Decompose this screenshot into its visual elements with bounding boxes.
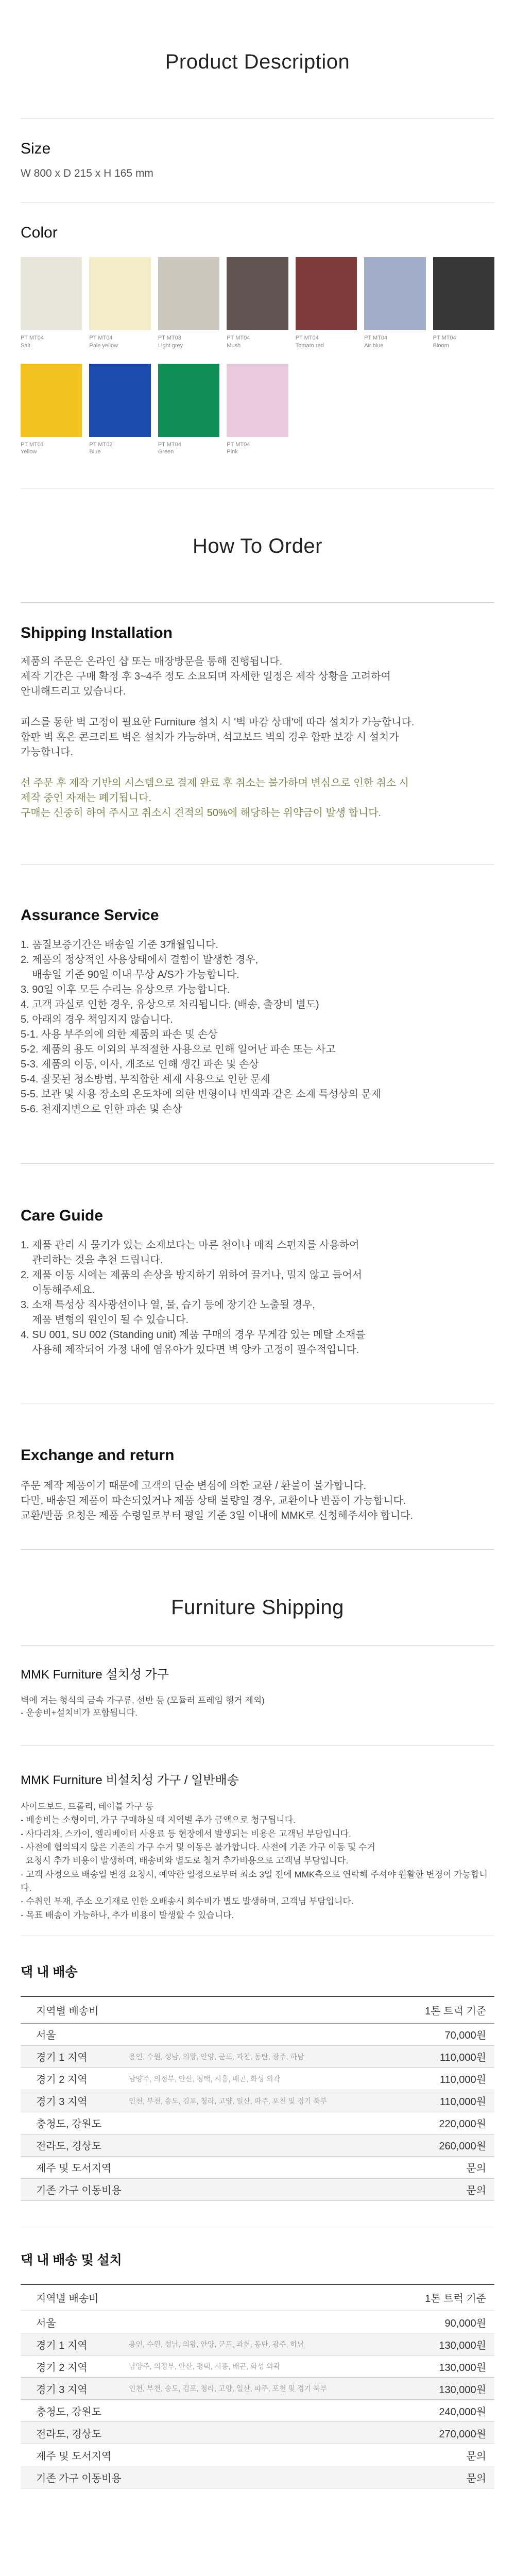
- price-cell: 220,000원: [385, 2112, 494, 2134]
- table-row: [21, 2045, 494, 2067]
- list-item: 3. 소재 특성상 직사광선이나 열, 물, 습기 등에 장기간 노출될 경우,: [21, 1299, 315, 1311]
- color-swatch-chip: [21, 257, 82, 330]
- paragraph-line: 제품의 주문은 온라인 샵 또는 매장방문을 통해 진행됩니다.: [21, 655, 283, 667]
- how-to-order-title: How To Order: [192, 534, 322, 557]
- paragraph-line: 피스를 통한 벽 고정이 필요한 Furniture 설치 시 '벽 마감 상태'에 따라 설치가 가능합니다.: [21, 716, 415, 728]
- domestic-delivery-heading: 댁 내 배송: [21, 1965, 78, 1979]
- delivery-install-heading: 댁 내 배송 및 설치: [21, 2252, 122, 2267]
- furniture-shipping-title: Furniture Shipping: [171, 1596, 344, 1619]
- price-column-header: 1톤 트럭 기준: [385, 2284, 494, 2311]
- region-cell: 경기 3 지역: [21, 2090, 129, 2112]
- color-swatch[interactable]: [227, 364, 288, 456]
- region-detail-cell: [129, 2156, 385, 2178]
- paragraph-line: 안내해드리고 있습니다.: [21, 685, 126, 697]
- region-cell: 경기 3 지역: [21, 2378, 129, 2400]
- table-row: [21, 2444, 494, 2466]
- list-item: 1. 품질보증기간은 배송일 기준 3개월입니다.: [21, 939, 219, 951]
- region-detail-cell: 남양주, 의정부, 안산, 평택, 시흥, 배곤, 화성 외곽: [129, 2067, 385, 2090]
- list-item: 5. 아래의 경우 책임지지 않습니다.: [21, 1013, 173, 1025]
- region-detail-cell: [129, 2400, 385, 2422]
- color-swatch-grid: [21, 257, 494, 455]
- paragraph-line: 다만, 배송된 제품이 파손되었거나 제품 상태 불량일 경우, 교환이나 반품이 가능합니다.: [21, 1495, 406, 1506]
- list-item: 2. 제품 이동 시에는 제품의 손상을 방지하기 위하여 끌거나, 밀지 않고 들어서: [21, 1269, 362, 1281]
- price-cell: 110,000원: [385, 2067, 494, 2090]
- color-swatch[interactable]: [89, 257, 150, 349]
- price-cell: 240,000원: [385, 2400, 494, 2422]
- table-row: [21, 2023, 494, 2045]
- price-cell: 260,000원: [385, 2134, 494, 2156]
- region-detail-cell: [129, 2466, 385, 2488]
- paragraph-line: - 수취인 부재, 주소 오기재로 인한 오배송시 회수비가 별도 발생하며, 고객님 부담입니다.: [21, 1896, 354, 1907]
- assurance-service-heading: Assurance Service: [21, 906, 159, 924]
- color-swatch-name: PT MT04 Green: [158, 442, 181, 455]
- assurance-service-list: [21, 938, 494, 1117]
- color-swatch-name: PT MT04 Mush: [227, 335, 250, 349]
- noninstall-furniture-text: [21, 1800, 494, 1922]
- list-item: 관리하는 것을 추천 드립니다.: [21, 1254, 163, 1266]
- color-swatch-chip: [158, 364, 219, 437]
- price-cell: 130,000원: [385, 2378, 494, 2400]
- table-row: [21, 2355, 494, 2378]
- color-swatch-chip: [364, 257, 425, 330]
- color-swatch[interactable]: [158, 257, 219, 349]
- table-row: [21, 2466, 494, 2488]
- list-item: 사용해 제작되어 가정 내에 염유아가 있다면 벽 앙카 고정이 필수적입니다.: [21, 1344, 359, 1355]
- table-row: [21, 2311, 494, 2333]
- color-swatch-chip: [227, 364, 288, 437]
- paragraph-line: - 사전에 협의되지 않은 기존의 가구 수거 및 이동은 불가합니다. 사전에 기존 가구 이동 및 수거: [21, 1842, 375, 1852]
- region-column-header: 지역별 배송비: [21, 2284, 385, 2311]
- paragraph-line: - 배송비는 소형이미, 가구 구매하실 때 지역별 추가 금액으로 청구됩니다.: [21, 1815, 296, 1825]
- cancellation-notice: [21, 776, 494, 821]
- region-cell: 충청도, 강원도: [21, 2400, 129, 2422]
- install-furniture-text: [21, 1694, 494, 1720]
- region-cell: 제주 및 도서지역: [21, 2444, 129, 2466]
- region-detail-cell: [129, 2444, 385, 2466]
- list-item: 5-5. 보관 및 사용 장소의 온도차에 의한 변형이나 변색과 같은 소재 특성상의 문제: [21, 1088, 382, 1100]
- divider: [21, 1645, 494, 1646]
- region-detail-cell: [129, 2311, 385, 2333]
- color-swatch-chip: [21, 364, 82, 437]
- price-cell: 110,000원: [385, 2090, 494, 2112]
- shipping-installation-paragraph: [21, 715, 494, 760]
- region-detail-cell: 인천, 부천, 송도, 김포, 청라, 고양, 일산, 파주, 포천 및 경기 북부: [129, 2378, 385, 2400]
- shipping-installation-paragraph: [21, 654, 494, 699]
- color-swatch-chip: [89, 364, 150, 437]
- price-cell: 문의: [385, 2444, 494, 2466]
- table-row: [21, 2422, 494, 2444]
- color-swatch[interactable]: [227, 257, 288, 349]
- list-item: 제품 변형의 원인이 될 수 있습니다.: [21, 1314, 189, 1326]
- color-swatch-chip: [227, 257, 288, 330]
- price-column-header: 1톤 트럭 기준: [385, 1996, 494, 2023]
- color-swatch[interactable]: [433, 257, 494, 349]
- paragraph-line: - 고객 사정으로 배송일 변경 요청시, 예약한 일정으로부터 최소 3일 전에 MMK측으로 연락해 주셔야 원활한 변경이 가능합니다.: [21, 1869, 488, 1893]
- color-swatch[interactable]: [89, 364, 150, 456]
- shipping-installation-heading: Shipping Installation: [21, 624, 173, 641]
- region-cell: 서울: [21, 2311, 129, 2333]
- color-swatch[interactable]: [296, 257, 357, 349]
- paragraph-line: 제작 중인 자재는 폐기됩니다.: [21, 792, 152, 804]
- care-guide-heading: Care Guide: [21, 1207, 104, 1224]
- price-cell: 문의: [385, 2178, 494, 2200]
- divider: [21, 1163, 494, 1164]
- region-detail-cell: 용인, 수원, 성남, 의왕, 안양, 군포, 과천, 동탄, 광주, 하남: [129, 2045, 385, 2067]
- region-detail-cell: 남양주, 의정부, 안산, 평택, 시흥, 배곤, 화성 외곽: [129, 2355, 385, 2378]
- color-swatch-name: PT MT03 Light grey: [158, 335, 183, 349]
- list-item: 5-6. 천재지변으로 인한 파손 및 손상: [21, 1103, 182, 1115]
- size-value: W 800 x D 215 x H 165 mm: [21, 167, 153, 179]
- color-swatch[interactable]: [364, 257, 425, 349]
- table-row: [21, 2333, 494, 2355]
- region-cell: 기존 가구 이동비용: [21, 2466, 129, 2488]
- table-row: [21, 2112, 494, 2134]
- paragraph-line: - 목표 배송이 가능하나, 추가 비용이 발생할 수 있습니다.: [21, 1910, 234, 1920]
- region-detail-cell: 인천, 부천, 송도, 김포, 청라, 고양, 일산, 파주, 포천 및 경기 북부: [129, 2090, 385, 2112]
- list-item: 배송일 기준 90일 이내 무상 A/S가 가능합니다.: [21, 969, 239, 980]
- color-swatch-chip: [296, 257, 357, 330]
- region-cell: 서울: [21, 2023, 129, 2045]
- color-swatch-name: PT MT04 Bloom: [433, 335, 456, 349]
- paragraph-line: 합판 벽 혹은 콘크리트 벽은 설치가 가능하며, 석고보드 벽의 경우 합판 보강 시 설치가: [21, 731, 399, 743]
- table-row: [21, 2090, 494, 2112]
- color-swatch-chip: [89, 257, 150, 330]
- color-swatch[interactable]: [21, 257, 82, 349]
- price-cell: 70,000원: [385, 2023, 494, 2045]
- table-row: [21, 2178, 494, 2200]
- care-guide-list: [21, 1238, 494, 1358]
- region-cell: 전라도, 경상도: [21, 2134, 129, 2156]
- color-swatch-name: PT MT04 Pale yellow: [89, 335, 118, 349]
- paragraph-line: 사이드보드, 트롤리, 테이블 가구 등: [21, 1801, 154, 1811]
- color-swatch-chip: [433, 257, 494, 330]
- paragraph-line: 제작 기간은 구매 확정 후 3~4주 정도 소요되며 자세한 일정은 제작 상황을 고려하여: [21, 670, 391, 682]
- color-swatch-name: PT MT04 Tomato red: [295, 335, 324, 349]
- paragraph-line: 선 주문 후 제작 기반의 시스템으로 결제 완료 후 취소는 불가하며 변심으로 인한 취소 시: [21, 777, 409, 789]
- region-detail-cell: [129, 2422, 385, 2444]
- color-swatch-name: PT MT04 Pink: [227, 442, 250, 455]
- paragraph-line: - 사다리차, 스카이, 엘리베이터 사용료 등 현장에서 발생되는 비용은 고객님 부담입니다.: [21, 1828, 351, 1839]
- list-item: 3. 90일 이후 모든 수리는 유상으로 가능합니다.: [21, 984, 230, 995]
- domestic-delivery-table: [21, 1996, 494, 2201]
- region-cell: 경기 2 지역: [21, 2067, 129, 2090]
- divider: [21, 602, 494, 603]
- table-row: [21, 2378, 494, 2400]
- product-description-title: Product Description: [165, 50, 350, 73]
- paragraph-line: - 운송비+설치비가 포함됩니다.: [21, 1708, 138, 1718]
- list-item: 5-4. 잘못된 청소방법, 부적합한 세제 사용으로 인한 문제: [21, 1073, 270, 1085]
- paragraph-line: 구매는 신중히 하여 주시고 취소시 견적의 50%에 해당하는 위약금이 발생 합니다.: [21, 807, 382, 819]
- region-column-header: 지역별 배송비: [21, 1996, 385, 2023]
- divider: [21, 864, 494, 865]
- list-item: 5-3. 제품의 이동, 이사, 개조로 인해 생긴 파손 및 손상: [21, 1058, 259, 1070]
- color-swatch-chip: [158, 257, 219, 330]
- region-cell: 충청도, 강원도: [21, 2112, 129, 2134]
- noninstall-furniture-heading: MMK Furniture 비설치성 가구 / 일반배송: [21, 1773, 239, 1787]
- price-cell: 130,000원: [385, 2333, 494, 2355]
- paragraph-line: 가능합니다.: [21, 746, 74, 758]
- color-swatch-name: PT MT04 Air blue: [364, 335, 388, 349]
- table-row: [21, 2400, 494, 2422]
- price-cell: 130,000원: [385, 2355, 494, 2378]
- paragraph-line: 요청시 추가 비용이 발생하며, 배송비와 별도로 철거 추가비용으로 고객님 부담입니다.: [21, 1856, 349, 1866]
- region-detail-cell: [129, 2134, 385, 2156]
- color-swatch-name: PT MT01 Yellow: [21, 442, 44, 455]
- paragraph-line: 벽에 거는 형식의 금속 가구류, 선반 등 (모듈러 프레임 행거 제외): [21, 1695, 265, 1705]
- paragraph-line: 주문 제작 제품이기 때문에 고객의 단순 변심에 의한 교환 / 환불이 불가합니다.: [21, 1480, 367, 1492]
- color-heading: Color: [21, 224, 58, 242]
- how-to-order-section: [21, 488, 494, 1550]
- list-item: 5-2. 제품의 용도 이외의 부적절한 사용으로 인해 일어난 파손 또는 사고: [21, 1043, 336, 1055]
- list-item: 5-1. 사용 부주의에 의한 제품의 파손 및 손상: [21, 1028, 218, 1040]
- list-item: 이동해주세요.: [21, 1284, 95, 1296]
- divider: [21, 1745, 494, 1746]
- table-row: [21, 2134, 494, 2156]
- install-furniture-heading: MMK Furniture 설치성 가구: [21, 1667, 169, 1682]
- color-swatch-name: PT MT02 Blue: [89, 442, 113, 455]
- list-item: 4. 고객 과실로 인한 경우, 유상으로 처리됩니다. (배송, 출장비 별도): [21, 998, 319, 1010]
- region-cell: 경기 1 지역: [21, 2045, 129, 2067]
- price-cell: 문의: [385, 2466, 494, 2488]
- color-swatch[interactable]: [21, 364, 82, 456]
- table-row: [21, 2067, 494, 2090]
- product-description-section: [21, 0, 494, 488]
- price-cell: 90,000원: [385, 2311, 494, 2333]
- price-cell: 문의: [385, 2156, 494, 2178]
- region-cell: 경기 1 지역: [21, 2333, 129, 2355]
- list-item: 1. 제품 관리 시 물기가 있는 소재보다는 마른 천이나 매직 스펀지를 사용하여: [21, 1239, 359, 1251]
- region-detail-cell: [129, 2178, 385, 2200]
- region-cell: 경기 2 지역: [21, 2355, 129, 2378]
- color-swatch-name: PT MT04 Salt: [21, 335, 44, 349]
- region-detail-cell: [129, 2023, 385, 2045]
- table-row: [21, 2156, 494, 2178]
- region-cell: 제주 및 도서지역: [21, 2156, 129, 2178]
- price-cell: 270,000원: [385, 2422, 494, 2444]
- exchange-return-heading: Exchange and return: [21, 1446, 175, 1464]
- size-heading: Size: [21, 140, 51, 157]
- region-cell: 전라도, 경상도: [21, 2422, 129, 2444]
- furniture-shipping-section: [21, 1550, 494, 2488]
- delivery-install-table: [21, 2284, 494, 2489]
- exchange-return-text: [21, 1479, 494, 1523]
- region-cell: 기존 가구 이동비용: [21, 2178, 129, 2200]
- region-detail-cell: 용인, 수원, 성남, 의왕, 안양, 군포, 과천, 동탄, 광주, 하남: [129, 2333, 385, 2355]
- list-item: 2. 제품의 정상적인 사용상태에서 결함이 발생한 경우,: [21, 954, 259, 965]
- list-item: 4. SU 001, SU 002 (Standing unit) 제품 구매의 경우 무게감 있는 메탈 소재를: [21, 1329, 366, 1341]
- paragraph-line: 교환/반품 요청은 제품 수령일로부터 평일 기준 3일 이내에 MMK로 신청해주셔야 합니다.: [21, 1510, 414, 1521]
- color-swatch[interactable]: [158, 364, 219, 456]
- region-detail-cell: [129, 2112, 385, 2134]
- price-cell: 110,000원: [385, 2045, 494, 2067]
